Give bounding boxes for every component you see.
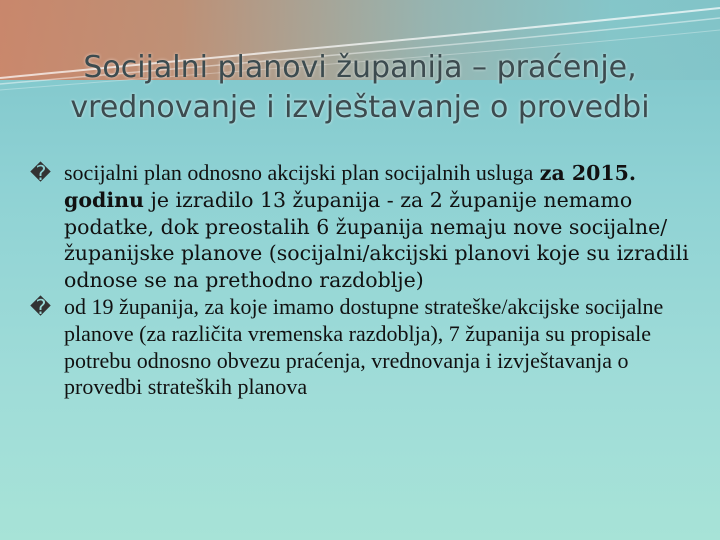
paragraph-2-text: od 19 županija, za koje imamo dostupne strateške/akcijske socijalne planove (za različita vremenska razdoblja), 7 županija su propisale potrebu odnosno obvezu praćenja, vrednovanja i izvještavanja o provedbi strateških planova — [64, 293, 664, 400]
paragraph-1-text: je izradilo 13 županija - za 2 županije nemamo podatke, dok preostalih 6 županija nemaju nove socijalne/županijske planove (socijalni/akcijski planovi koje su izradili odnose se na prethodno razdoblje) — [64, 187, 689, 293]
title-line-1: Socijalni planovi županija – praćenje, — [83, 50, 637, 85]
slide-title — [20, 48, 700, 128]
paragraph-1 — [30, 160, 705, 294]
slide-body — [30, 160, 705, 401]
title-line-2: vrednovanje i izvještavanje o provedbi — [70, 90, 650, 125]
paragraph-2 — [30, 294, 705, 401]
paragraph-1-bold: za 2015. godinu — [64, 161, 637, 212]
bullet-icon: � — [30, 294, 52, 319]
bullet-icon: � — [30, 161, 52, 185]
paragraph-1-lead: socijalni plan odnosno akcijski plan socijalnih usluga — [64, 160, 534, 185]
